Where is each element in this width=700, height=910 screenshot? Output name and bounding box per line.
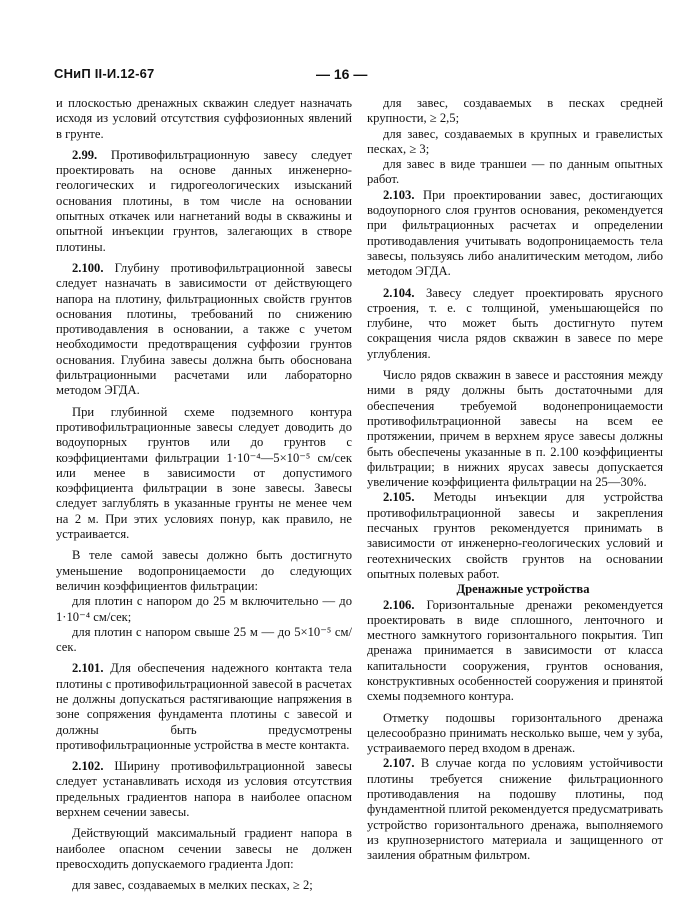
paragraph: для завес в виде траншеи — по данным опытных работ. (367, 157, 663, 187)
clause-number: 2.101. (72, 661, 104, 676)
clause-2-107 (367, 756, 663, 863)
clause-number: 2.103. (383, 187, 415, 202)
paragraph: и плоскостью дренажных скважин следует назначать исходя из условий отсутствия суффозионных явлений в грунте. (56, 96, 352, 141)
clause-text: Ширину противофильтрационной завесы следует устанавливать исходя из условия отсутствия предельных градиентов напора в наиболее опасном верхнем сечении завесы. (56, 759, 352, 820)
clause-number: 2.105. (383, 490, 415, 505)
clause-number: 2.99. (72, 147, 98, 162)
clause-number: 2.104. (383, 285, 415, 300)
paragraph: Отметку подошвы горизонтального дренажа целесообразно принимать несколько выше, чем у зуба, устраиваемого перед входом в дренаж. (367, 710, 663, 756)
clause-text: Противофильтрационную завесу следует проектировать на основе данных инженерно-геологических и гидрогеологических изысканий основания плотины, в том числе на основании опытных откачек или нагнетаний воды в скважины и опытной инъекции грунтов, залегающих в створе плотины. (56, 147, 352, 254)
document-code: СНиП II-И.12-67 (54, 66, 155, 81)
clause-text: В случае когда по условиям устойчивости плотины требуется снижение фильтрационного противодавления на подошву плотины, под фундаментной плитой рекомендуется предусматривать устройство горизонтального дренажа, выполняемого из крупнозернистого материала и защищенного от заиления обратным фильтром. (367, 756, 663, 863)
paragraph: При глубинной схеме подземного контура противофильтрационные завесы следует доводить до водоупорных грунтов или до грунтов с коэффициентами фильтрации 1·10⁻⁴—5×10⁻⁵ см/сек или менее в зависимости от допустимого коэффициента фильтрации в зоне завесы. Завесы следует заглублять в указанные грунты не менее чем на 2 м. При этих условиях понур, как правило, не устраивается. (56, 404, 352, 542)
paragraph: Действующий максимальный градиент напора в наиболее опасном сечении завесы не должен превосходить допускаемого градиента Jдоп: (56, 826, 352, 871)
clause-2-102 (56, 759, 352, 820)
paragraph: Число рядов скважин в завесе и расстояния между ними в ряду должны быть достаточными для обеспечения требуемой водонепроницаемости противофильтрационной завесы на всем ее протяжении, причем в верхнем ярусе завесы должны быть обеспечены указанные в п. 2.100 коэффициенты фильтрации; в нижних ярусах завесы допускается увеличение коэффициента фильтрации на 25—30%. (367, 368, 663, 490)
clause-text: Завесу следует проектировать ярусного строения, т. е. с толщиной, уменьшающейся по глубине, что может быть достигнуто путем сокращения числа рядов скважин в завесе по мере углубления. (367, 285, 663, 361)
clause-2-103 (367, 188, 663, 280)
left-column (56, 96, 352, 894)
clause-2-99 (56, 148, 352, 255)
paragraph: для завес, создаваемых в песках средней крупности, ≥ 2,5; (367, 96, 663, 126)
clause-number: 2.106. (383, 597, 415, 612)
page-header (54, 66, 654, 88)
clause-2-105 (367, 490, 663, 582)
clause-2-106 (367, 598, 663, 705)
paragraph: для завес, создаваемых в мелких песках, ≥ 2; (72, 878, 313, 893)
clause-text: Методы инъекции для устройства противофильтрационной завесы и закрепления песчаных грунтов рекомендуется принимать в зависимости от инженерно-геологических условий и геотехнических свойств грунтов на основании опытных полевых работ. (367, 490, 663, 581)
section-title: Дренажные устройства (456, 582, 590, 597)
clause-number: 2.107. (383, 756, 415, 771)
clause-text: Глубину противофильтрационной завесы следует назначать в зависимости от действующего напора на плотину, фильтрационных свойств грунтов основания плотины, требований по снижению противодавления в основании, а также с учетом необходимости предотвращения суффозии грунтов основания. Глубина завесы должна быть обоснована фильтрационными расчетами или лабораторно методом ЭГДА. (56, 260, 352, 398)
paragraph: В теле самой завесы должно быть достигнуто уменьшение водопроницаемости до следующих величин коэффициентов фильтрации: (56, 548, 352, 593)
clause-text: Для обеспечения надежного контакта тела плотины с противофильтрационной завесой в расчетах не должны допускаться растягивающие напряжения в зоне сопряжения фундамента плотины с завесой и должны быть предусмотрены противофильтрационные устройства в месте контакта. (56, 661, 352, 752)
right-column (367, 96, 663, 864)
clause-2-101 (56, 661, 352, 753)
clause-text: При проектировании завес, достигающих водоупорного слоя грунтов основания, рекомендуется при фильтрационных расчетах и определении противодавления учитывать водопроницаемость тела завесы, пользуясь либо аналитическим методом, либо методом ЭГДА. (367, 187, 663, 279)
paragraph: для плотин с напором свыше 25 м — до 5×10⁻⁵ см/сек. (56, 624, 352, 655)
clause-text: Горизонтальные дренажи рекомендуется проектировать в виде сплошного, ленточного и местного замкнутого горизонтального покрытия. Тип дренажа принимается в зависимости от класса капитальности сооружения, грунтов основания, конструктивных особенностей сооружения и принятой схемы подземного контура. (367, 597, 663, 704)
clause-number: 2.102. (72, 759, 104, 774)
paragraph: для плотин с напором до 25 м включительно — до 1·10⁻⁴ см/сек; (56, 594, 352, 624)
clause-2-104 (367, 286, 663, 362)
clause-2-100 (56, 261, 352, 399)
paragraph: для завес, создаваемых в крупных и гравелистых песках, ≥ 3; (367, 126, 663, 156)
clause-number: 2.100. (72, 260, 104, 275)
page-number: — 16 — (316, 66, 368, 82)
